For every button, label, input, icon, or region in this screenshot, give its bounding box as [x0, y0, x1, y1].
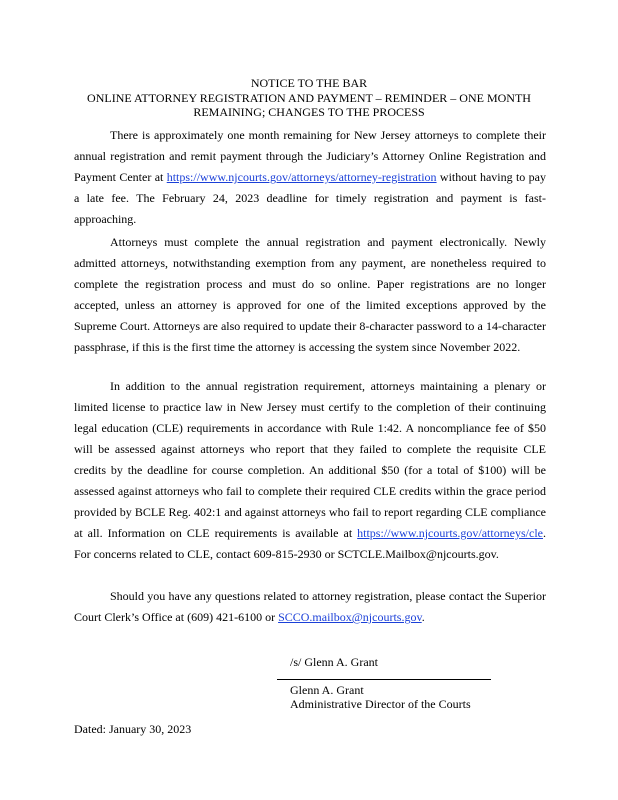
paragraph-3-text: In addition to the annual registration requirement, attorneys maintaining a plenary or limited license to practice law in New Jersey must certify to the completion of their continuing legal education (CLE) requirements in accordance with Rule 1:42. A noncompliance fee of $50 will be assessed against attorneys who report that they failed to complete the requisite CLE credits by the deadline for course completion. An additional $50 (for a total of $100) will be assessed against attorneys who fail to complete their required CLE credits within the grace period provided by BCLE Reg. 402:1 and against attorneys who fail to report regarding CLE compliance at all. Information on CLE requirements is available at	[74, 379, 546, 540]
paragraph-registration-reminder	[74, 125, 546, 230]
paragraph-4-text: Should you have any questions related to attorney registration, please contact the Superior Court Clerk’s Office at (609) 421-6100 or	[74, 589, 546, 624]
signature-rule	[277, 679, 491, 680]
signature-s-line: /s/ Glenn A. Grant	[290, 655, 378, 669]
signature-title: Administrative Director of the Courts	[290, 697, 471, 711]
title-line-2: ONLINE ATTORNEY REGISTRATION AND PAYMENT – REMINDER – ONE MONTH	[87, 90, 531, 105]
paragraph-questions-contact	[74, 586, 546, 628]
attorney-registration-link[interactable]: https://www.njcourts.gov/attorneys/attorney-registration	[166, 170, 437, 184]
scco-email-link[interactable]: SCCO.mailbox@njcourts.gov	[278, 610, 422, 624]
signature-name: Glenn A. Grant	[290, 683, 364, 697]
paragraph-1-text: There is approximately one month remaining for New Jersey attorneys to complete their annual registration and remit payment through the Judiciary’s Attorney Online Registration and Payment Center at	[74, 128, 546, 184]
paragraph-cle-requirements	[74, 376, 546, 565]
title-line-1: NOTICE TO THE BAR	[250, 76, 368, 90]
title-line-3: REMAINING; CHANGES TO THE PROCESS	[193, 105, 425, 119]
notice-title	[60, 76, 558, 120]
paragraph-4-text-end: .	[421, 610, 425, 624]
paragraph-2-text: Attorneys must complete the annual registration and payment electronically. Newly admitted attorneys, notwithstanding exemption from any payment, are nonetheless required to complete the registration process and must do so online. Paper registrations are no longer accepted, unless an attorney is approved for one of the limited exceptions approved by the Supreme Court. Attorneys are also required to update their 8-character password to a 14-character passphrase, if this is the first time the attorney is accessing the system since November 2022.	[74, 235, 546, 354]
dated-line: Dated: January 30, 2023	[74, 722, 192, 736]
cle-link[interactable]: https://www.njcourts.gov/attorneys/cle	[357, 526, 543, 540]
paragraph-1-text-end: without having to pay a late fee. The February 24, 2023 deadline for timely registration and payment is fast-approaching.	[74, 170, 546, 226]
paragraph-3-text-end: . For concerns related to CLE, contact 609-815-2930 or SCTCLE.Mailbox@njcourts.gov.	[74, 526, 546, 561]
paragraph-electronic-registration	[74, 232, 546, 358]
